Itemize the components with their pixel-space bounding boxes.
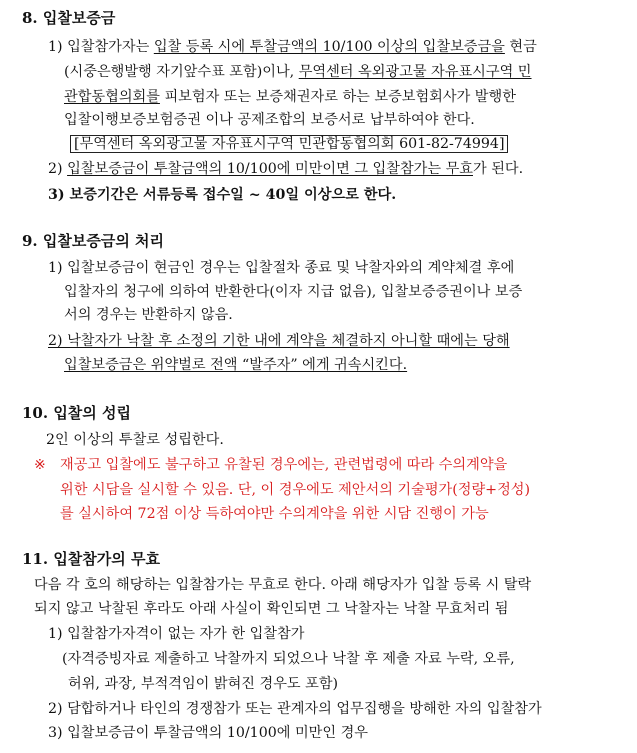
- s8-item1-line1: [48, 38, 537, 56]
- s8-item2: [48, 160, 523, 178]
- s8-item1-line3: [64, 88, 516, 106]
- s8-item2-end: 가 된다.: [472, 161, 524, 177]
- s11-item1: 1) 입찰참가자격이 없는 자가 한 입찰참가: [48, 626, 305, 642]
- s8-item1-line5: [70, 135, 508, 153]
- section-11-title: 11. 입찰참가의 무효: [22, 550, 160, 568]
- s10-body: 2인 이상의 투찰로 성립한다.: [46, 432, 224, 448]
- s11-intro-line1: 다음 각 호의 해당하는 입찰참가는 무효로 한다. 아래 해당자가 입찰 등록 시 탈락: [34, 577, 532, 593]
- s8-item1-underlined: 입찰 등록 시에 투찰금액의 10/100 이상의 입찰보증금을: [153, 39, 505, 55]
- s11-item3: 3) 입찰보증금이 투찰금액의 10/100에 미만인 경우: [48, 725, 369, 741]
- s10-note-mark: ※: [34, 457, 46, 473]
- s8-item1-l3-text: 피보험자 또는 보증채권자로 하는 보증보험회사가 발행한: [159, 89, 516, 105]
- s8-item1-l2-text: (시중은행발행 자기앞수표 포함)이나,: [64, 64, 299, 80]
- s8-item1-text: 1) 입찰참가자는: [48, 39, 154, 55]
- section-10-title: 10. 입찰의 성립: [22, 404, 131, 422]
- s8-item2-num: 2): [48, 161, 68, 177]
- s8-item1-l2-underlined: 무역센터 옥외광고물 자유표시구역 민: [298, 64, 532, 80]
- section-8-title: 8. 입찰보증금: [22, 9, 116, 27]
- s9-item2-line1: 2) 낙찰자가 낙찰 후 소정의 기한 내에 계약을 체결하지 아니할 때에는 당해: [48, 333, 510, 349]
- s8-item1-text-end: 현금: [504, 39, 537, 55]
- s8-item1-l3-underlined: 관합동협의회를: [64, 89, 160, 105]
- s10-note-line1: 재공고 입찰에도 불구하고 유찰된 경우에는, 관련법령에 따라 수의계약을: [60, 457, 508, 473]
- s10-note-line2: 위한 시담을 실시할 수 있음. 단, 이 경우에도 제안서의 기술평가(정량+정성): [60, 482, 531, 498]
- s11-item1-sub2: 허위, 과장, 부적격임이 밝혀진 경우도 포함): [68, 676, 339, 692]
- s9-item2-line2: 입찰보증금은 위약벌로 전액 “발주자” 에게 귀속시킨다.: [64, 357, 408, 373]
- s9-item1-line2: 입찰자의 청구에 의하여 반환한다(이자 지급 없음), 입찰보증증권이나 보증: [64, 284, 523, 300]
- s11-item2: 2) 담합하거나 타인의 경쟁참가 또는 관계자의 업무집행을 방해한 자의 입찰참가: [48, 701, 542, 717]
- s8-item3: 3) 보증기간은 서류등록 접수일 ~ 40일 이상으로 한다.: [48, 187, 397, 203]
- s8-item2-underlined: 입찰보증금이 투찰금액의 10/100에 미만이면 그 입찰참가는 무효: [67, 161, 473, 177]
- s9-item1-line3: 서의 경우는 반환하지 않음.: [64, 307, 233, 323]
- s8-item1-line2: [64, 63, 532, 81]
- section-9-title: 9. 입찰보증금의 처리: [22, 232, 165, 250]
- s8-item1-line4: 입찰이행보증보험증권 이나 공제조합의 보증서로 납부하여야 한다.: [64, 112, 475, 128]
- s8-account-box: [무역센터 옥외광고물 자유표시구역 민관합동협의회 601-82-74994]: [70, 135, 508, 153]
- s11-item1-sub1: (자격증빙자료 제출하고 낙찰까지 되었으나 낙찰 후 제출 자료 누락, 오류,: [62, 651, 515, 667]
- s11-intro-line2: 되지 않고 낙찰된 후라도 아래 사실이 확인되면 그 낙찰자는 낙찰 무효처리 됨: [34, 601, 509, 617]
- s9-item1-line1: 1) 입찰보증금이 현금인 경우는 입찰절차 종료 및 낙찰자와의 계약체결 후에: [48, 260, 515, 276]
- s10-note-line3: 를 실시하여 72점 이상 득하여야만 수의계약을 위한 시담 진행이 가능: [60, 506, 489, 522]
